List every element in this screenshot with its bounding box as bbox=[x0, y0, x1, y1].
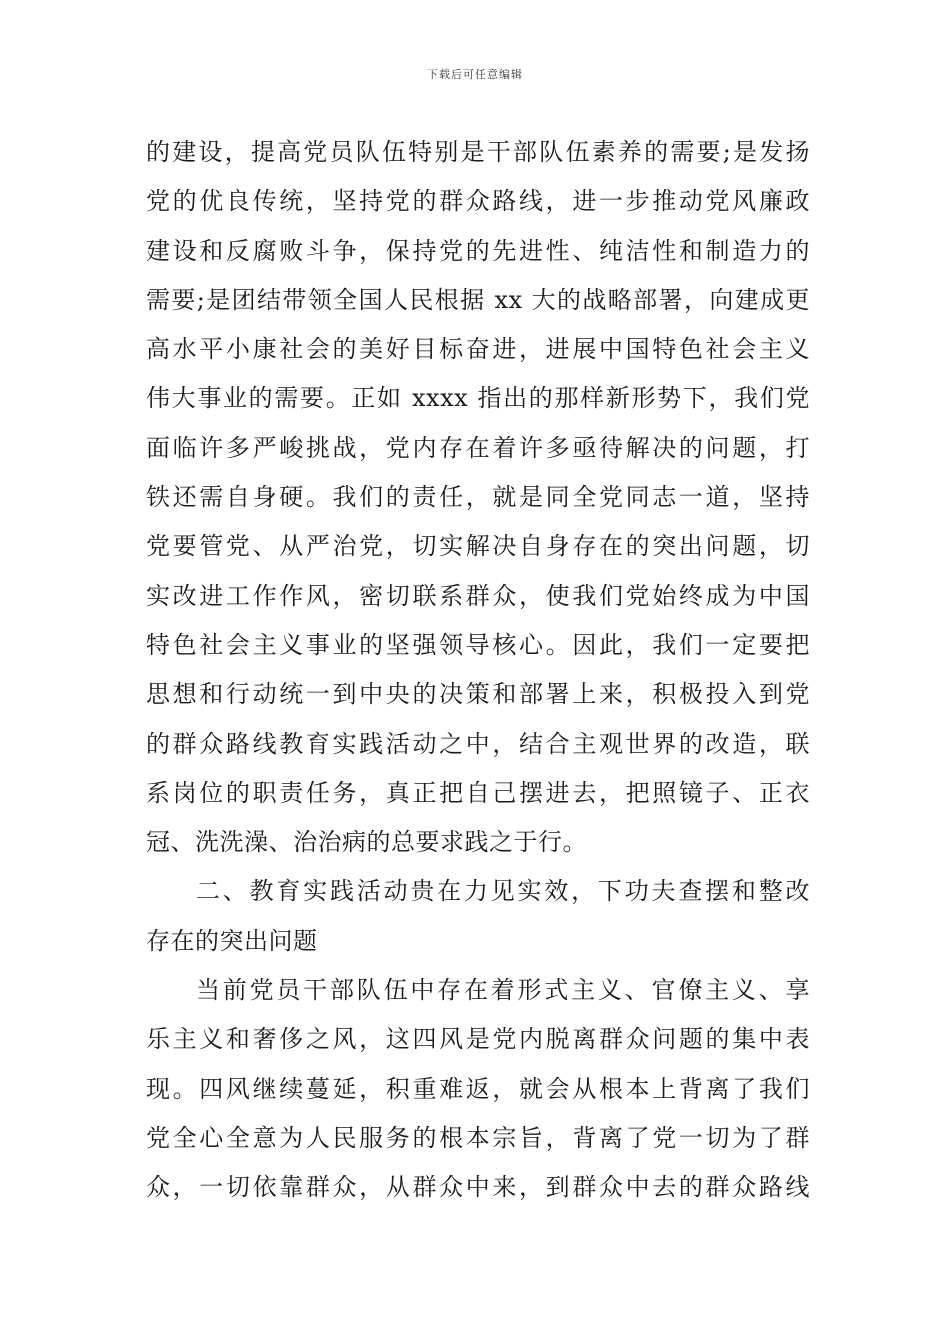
text-line: 需要;是团结带领全国人民根据 xx 大的战略部署，向建成更 bbox=[146, 285, 810, 314]
text-line: 党全心全意为人民服务的根本宗旨，背离了党一切为了群 bbox=[146, 1123, 810, 1152]
text-line: 伟大事业的需要。正如 xxxx 指出的那样新形势下，我们党 bbox=[146, 384, 810, 413]
text-line: 党要管党、从严治党，切实解决自身存在的突出问题，切 bbox=[146, 532, 810, 561]
text-line: 建设和反腐败斗争，保持党的先进性、纯洁性和制造力的 bbox=[146, 236, 810, 265]
text-line: 实改进工作作风，密切联系群众，使我们党始终成为中国 bbox=[146, 581, 810, 610]
document-body bbox=[146, 128, 810, 1213]
text-line: 系岗位的职责任务，真正把自己摆进去，把照镜子、正衣 bbox=[146, 778, 810, 807]
text-line: 特色社会主义事业的坚强领导核心。因此，我们一定要把 bbox=[146, 630, 810, 659]
text-line: 众，一切依靠群众，从群众中来，到群众中去的群众路线 bbox=[146, 1173, 810, 1202]
text-line: 当前党员干部队伍中存在着形式主义、官僚主义、享 bbox=[196, 976, 810, 1005]
text-line: 思想和行动统一到中央的决策和部署上来，积极投入到党 bbox=[146, 680, 810, 709]
text-line: 存在的突出问题 bbox=[146, 926, 318, 955]
text-line: 的群众路线教育实践活动之中，结合主观世界的改造，联 bbox=[146, 729, 810, 758]
text-line: 高水平小康社会的美好目标奋进，进展中国特色社会主义 bbox=[146, 335, 810, 364]
text-line: 的建设，提高党员队伍特别是干部队伍素养的需要;是发扬 bbox=[146, 138, 810, 166]
page-header-note: 下载后可任意编辑 bbox=[427, 68, 523, 81]
text-line: 二、教育实践活动贵在力见实效，下功夫查摆和整改 bbox=[196, 877, 810, 906]
text-line: 铁还需自身硬。我们的责任，就是同全党同志一道，坚持 bbox=[146, 483, 810, 512]
text-line: 乐主义和奢侈之风，这四风是党内脱离群众问题的集中表 bbox=[146, 1025, 810, 1054]
text-line: 党的优良传统，坚持党的群众路线，进一步推动党风廉政 bbox=[146, 187, 810, 216]
text-line: 现。四风继续蔓延，积重难返，就会从根本上背离了我们 bbox=[146, 1074, 810, 1103]
text-line: 面临许多严峻挑战，党内存在着许多亟待解决的问题，打 bbox=[146, 433, 810, 462]
text-line: 冠、洗洗澡、治治病的总要求践之于行。 bbox=[146, 828, 587, 857]
